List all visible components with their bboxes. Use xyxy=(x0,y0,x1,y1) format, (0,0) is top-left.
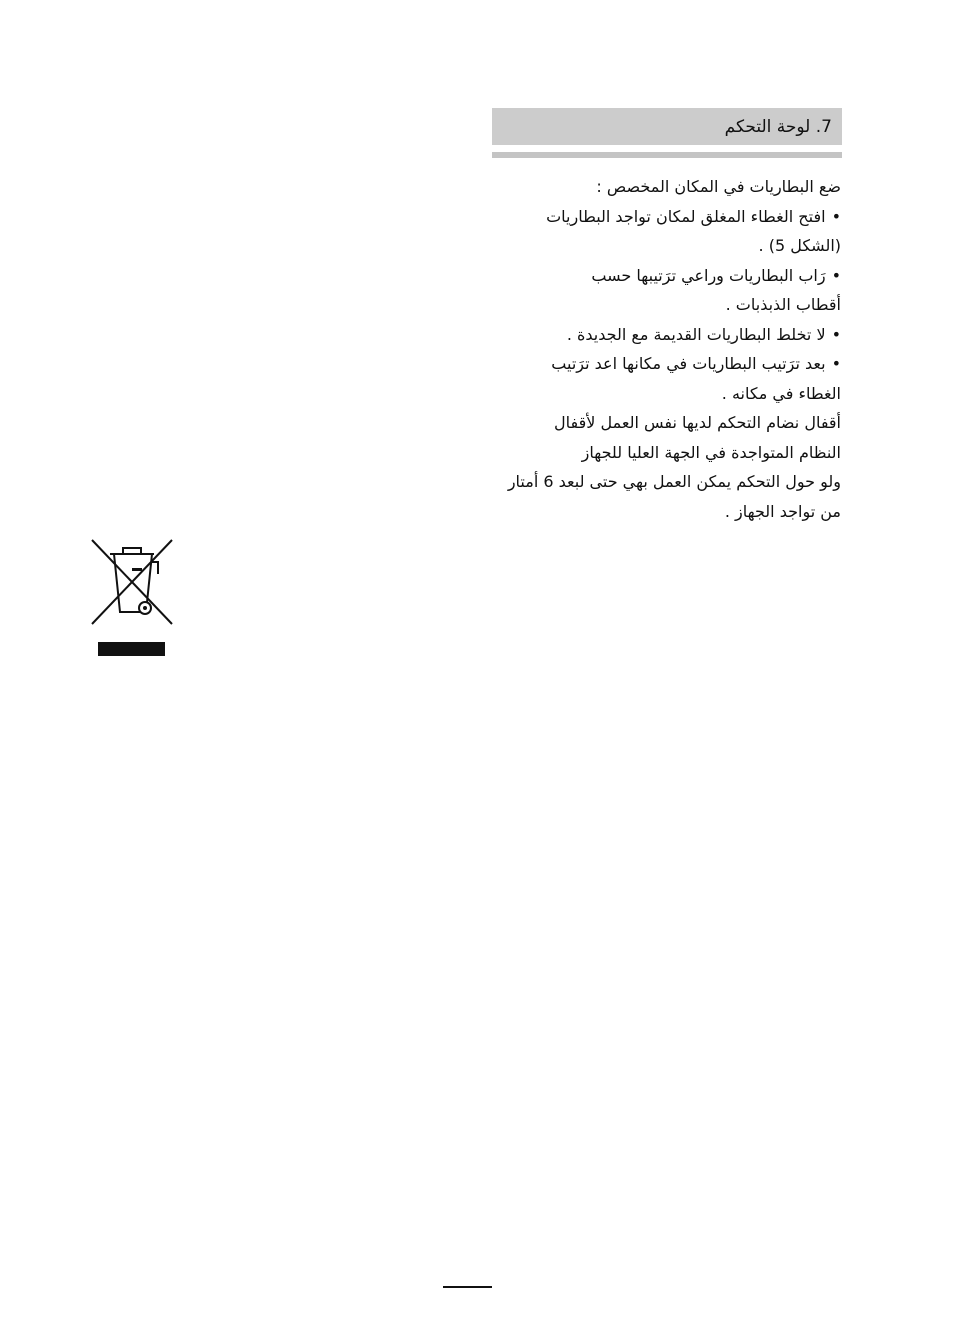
bullet-item xyxy=(496,261,841,291)
paragraph-line: ولو حول التحكم يمكن العمل بهي حتى لبعد 6 أمتار xyxy=(507,472,841,491)
bullet-text: افتح الغطاء المغلق لمكان تواجد البطاريات xyxy=(546,206,826,226)
bullet-item xyxy=(496,349,841,379)
section-title: 7. لوحة التحكم xyxy=(724,116,832,137)
bullet-continuation: (الشكل 5) . xyxy=(758,236,841,255)
bullet-dot-icon: • xyxy=(831,265,841,285)
bullet-item xyxy=(496,320,841,350)
intro-line: ضع البطاريات في المكان المخصص : xyxy=(596,177,841,196)
bullet-dot-icon: • xyxy=(831,354,841,373)
bullet-dot-icon: • xyxy=(831,206,841,226)
bullet-continuation: أقطاب الذبذبات . xyxy=(725,295,841,314)
bullet-text: رَاب البطاريات وراعي ترَتيبها حسب xyxy=(591,265,826,285)
bullet-continuation: الغطاء في مكانه . xyxy=(721,383,841,403)
bullet-text: بعد ترَتيب البطاريات في مكانها اعد ترَتيب xyxy=(551,354,826,373)
bullet-text: لا تخلط البطاريات القديمة مع الجديدة . xyxy=(566,324,826,344)
page-footer-rule xyxy=(443,1286,492,1288)
bullet-dot-icon: • xyxy=(831,324,841,344)
paragraph-line: أقفال نضام التحكم لديها نفس العمل لأقفال xyxy=(554,413,841,432)
instructions-text xyxy=(496,172,841,526)
crossed-out-wheelie-bin-icon xyxy=(90,538,174,628)
paragraph-line: من تواجد الجهاز . xyxy=(724,501,841,521)
section-header xyxy=(492,108,842,145)
recycle-symbol-bar xyxy=(98,642,165,656)
header-divider xyxy=(492,152,842,158)
bullet-item xyxy=(496,202,841,232)
paragraph-line: النظام المتواجدة في الجهة العليا للجهاز xyxy=(581,442,841,462)
